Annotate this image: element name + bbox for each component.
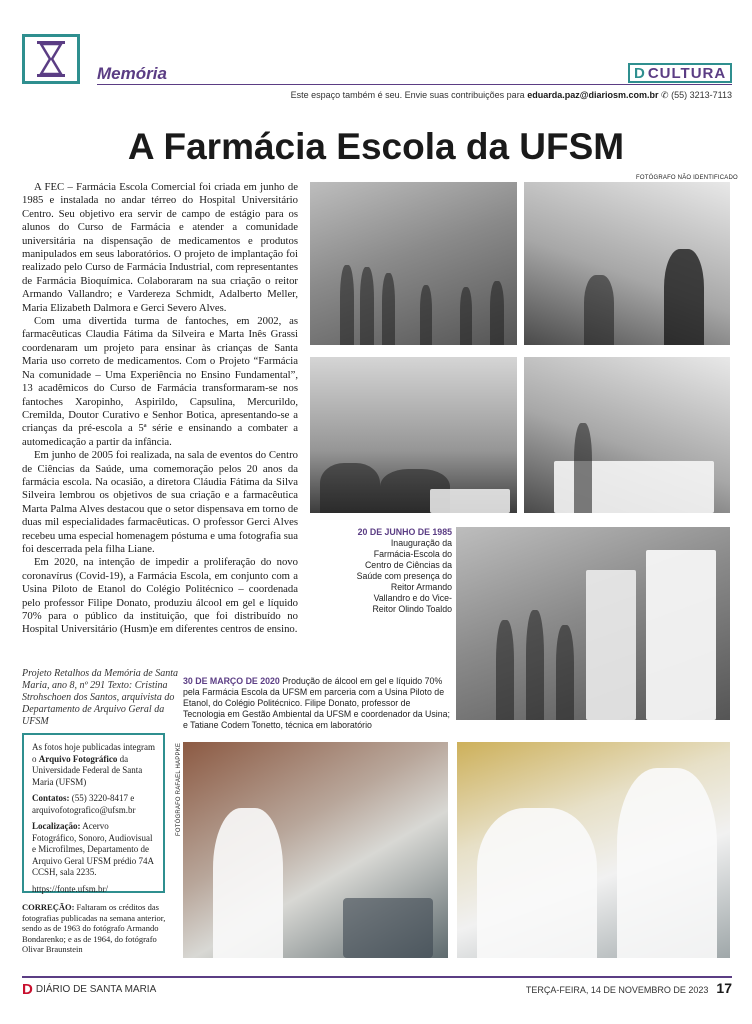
photo-credit-side: FOTÓGRAFO RAFAEL HAPPKE (176, 742, 182, 836)
photo-credit-top: FOTÓGRAFO NÃO IDENTIFICADO (636, 175, 738, 181)
newspaper-logo-icon: D (22, 981, 33, 998)
info-url[interactable]: https://fonte.ufsm.br/ (32, 883, 108, 894)
contrib-text: Este espaço também é seu. Envie suas contribuições para (290, 90, 525, 100)
contrib-email[interactable]: eduarda.paz@diariosm.com.br (527, 90, 659, 100)
caption-2020-text: Produção de álcool em gel e líquido 70% pela Farmácia Escola da UFSM em parceria com a Usina Piloto de Etanol, do Colégio Politécnico. Filipe Donato, professor de Tecnologia em Gestão Ambiental da UFSM e coordenador da Usina; e Tatiane Codem Tonetto, técnica em laboratório (183, 676, 450, 730)
phone-icon: ✆ (661, 90, 669, 100)
photo-lab-technicians (457, 742, 730, 958)
caption-1985-date: 20 DE JUNHO DE 1985 (357, 527, 452, 537)
location-label: Localização: (32, 821, 81, 831)
photo-meeting-room (310, 357, 517, 513)
project-credit: Projeto Retalhos da Memória de Santa Maria, ano 8, nº 291 Texto: Cristina Strohschoen dos Santos, arquivista do Departamento de Arquivo Geral da UFSM (22, 668, 178, 727)
footer-brand (22, 981, 156, 998)
caption-2020-date: 30 DE MARÇO DE 2020 (183, 676, 280, 686)
header-divider (97, 84, 732, 85)
caption-1985-text: Inauguração da Farmácia-Escola do Centro de Ciências da Saúde com presença do Reitor Armando Vallandro e do Vice-Reitor Olindo Toaldo (356, 538, 452, 614)
info-intro-text: As fotos hoje publicadas integram o (32, 742, 155, 764)
correction-text: Faltaram os créditos das fotografias publicadas na semana anterior, sendo as de 1963 do fotógrafo Armando Bondarenko; e as de 1964, do fotógrafo Olivar Braunstein (22, 902, 166, 954)
page-number: 17 (716, 980, 732, 996)
cultura-badge (628, 63, 732, 83)
contacts-value: (55) 3220-8417 e arquivofotografico@ufsm.br (32, 793, 136, 815)
caption-2020 (183, 676, 453, 731)
photo-pharmacy-shelves (456, 527, 730, 720)
badge-letter: D (634, 64, 646, 82)
photo-lab-professor (183, 742, 448, 958)
hourglass-icon (34, 40, 68, 78)
contrib-phone: (55) 3213-7113 (671, 90, 732, 100)
footer-info (526, 980, 732, 996)
body-paragraph: A FEC – Farmácia Escola Comercial foi criada em junho de 1985 e instalada no andar térreo do Hospital Universitário Centro. Seu objetivo era servir de campo de estágio para os alunos do Curso de Farmácia e atender a comunidade universitária na dispensação de medicamentos e produtos manipulados em seus laboratórios. O projeto de implantação foi realizado pelo Curso de Farmácia Industrial, com representantes de Farmácia Bioquímica. Colaboraram na sua criação o reitor Armando Vallandro; e Vardereza Schmidt, Adalberto Meller, Maria Elizabeth Dalmora e Gerci Severo Alves. (22, 181, 298, 314)
issue-date: TERÇA-FEIRA, 14 DE NOVEMBRO DE 2023 (525, 985, 709, 995)
caption-1985 (356, 527, 452, 615)
info-location (32, 821, 155, 879)
info-intro-end: da Universidade Federal de Santa Maria (UFSM) (32, 753, 143, 787)
newspaper-name: DIÁRIO DE SANTA MARIA (35, 984, 157, 995)
correction-label: CORREÇÃO: (22, 902, 75, 912)
article-headline: A Farmácia Escola da UFSM (127, 126, 625, 167)
article-body (22, 181, 298, 637)
correction-note (22, 902, 172, 955)
info-contacts (32, 793, 155, 816)
contribution-line (250, 90, 732, 101)
photo-pharmacy-counter (524, 357, 730, 513)
contacts-label: Contatos: (32, 793, 70, 803)
badge-label: CULTURA (647, 64, 727, 82)
photo-plaque-unveiling (524, 182, 730, 345)
body-paragraph: Com uma divertida turma de fantoches, em 2002, as farmacêuticas Claudia Fátima da Silveira e Marta Inês Grassi coordenaram um projeto para ensinar às crianças de Santa Maria uso correto de medicamentos. Com o Projeto “Farmácia Na comunidade – Uma Experiência no Ensino Fundamental”, 13 acadêmicos do Curso de Farmácia transformaram-se nos fantoches Xaropinho, Aspirildo, Capsulina, Mercurildo, Cremilda, Doutor Curativo e Senhor Botica, apresentando-se a crianças da pré-escola a 5ª série e ensinando a combater a automedicação a partir da infância. (22, 315, 298, 448)
footer-divider (22, 976, 732, 978)
info-archive-name: Arquivo Fotográfico (38, 753, 118, 764)
archive-info-box (22, 733, 165, 893)
section-title: Memória (97, 64, 167, 83)
info-intro (32, 742, 155, 788)
location-value: Acervo Fotográfico, Sonoro, Audiovisual e Microfilmes, Departamento de Arquivo Geral UFSM prédio 74A CCSH, sala 2235. (32, 821, 154, 877)
photo-inauguration-group (310, 182, 517, 345)
body-paragraph: Em junho de 2005 foi realizada, na sala de eventos do Centro de Ciências da Saúde, uma comemoração pelos 20 anos da farmácia escola. Na ocasião, a diretora Cláudia Fátima da Silva Silveira lembrou os objetivos de sua criação e a farmacêutica Marta Palma Alves destacou que o setor dispensava em torno de duas mil especialidades farmacêuticas. O professor Gerci Alves recebeu uma especial homenagem póstuma e uma fotografia sua foi descerrada pela filha Liane. (22, 449, 298, 555)
body-paragraph: Em 2020, na intenção de impedir a proliferação do novo coronavírus (Covid-19), a Farmácia Escola, em conjunto com a Usina Piloto de Etanol do Colégio Politécnico – coordenada pelo professor Filipe Donato, produziu álcool em gel e líquido 70% para o público da instituição, que foi distribuído no Hospital Universitário (Husm)e em diferentes centros de ensino. (22, 556, 298, 636)
hourglass-logo-icon (22, 34, 80, 84)
